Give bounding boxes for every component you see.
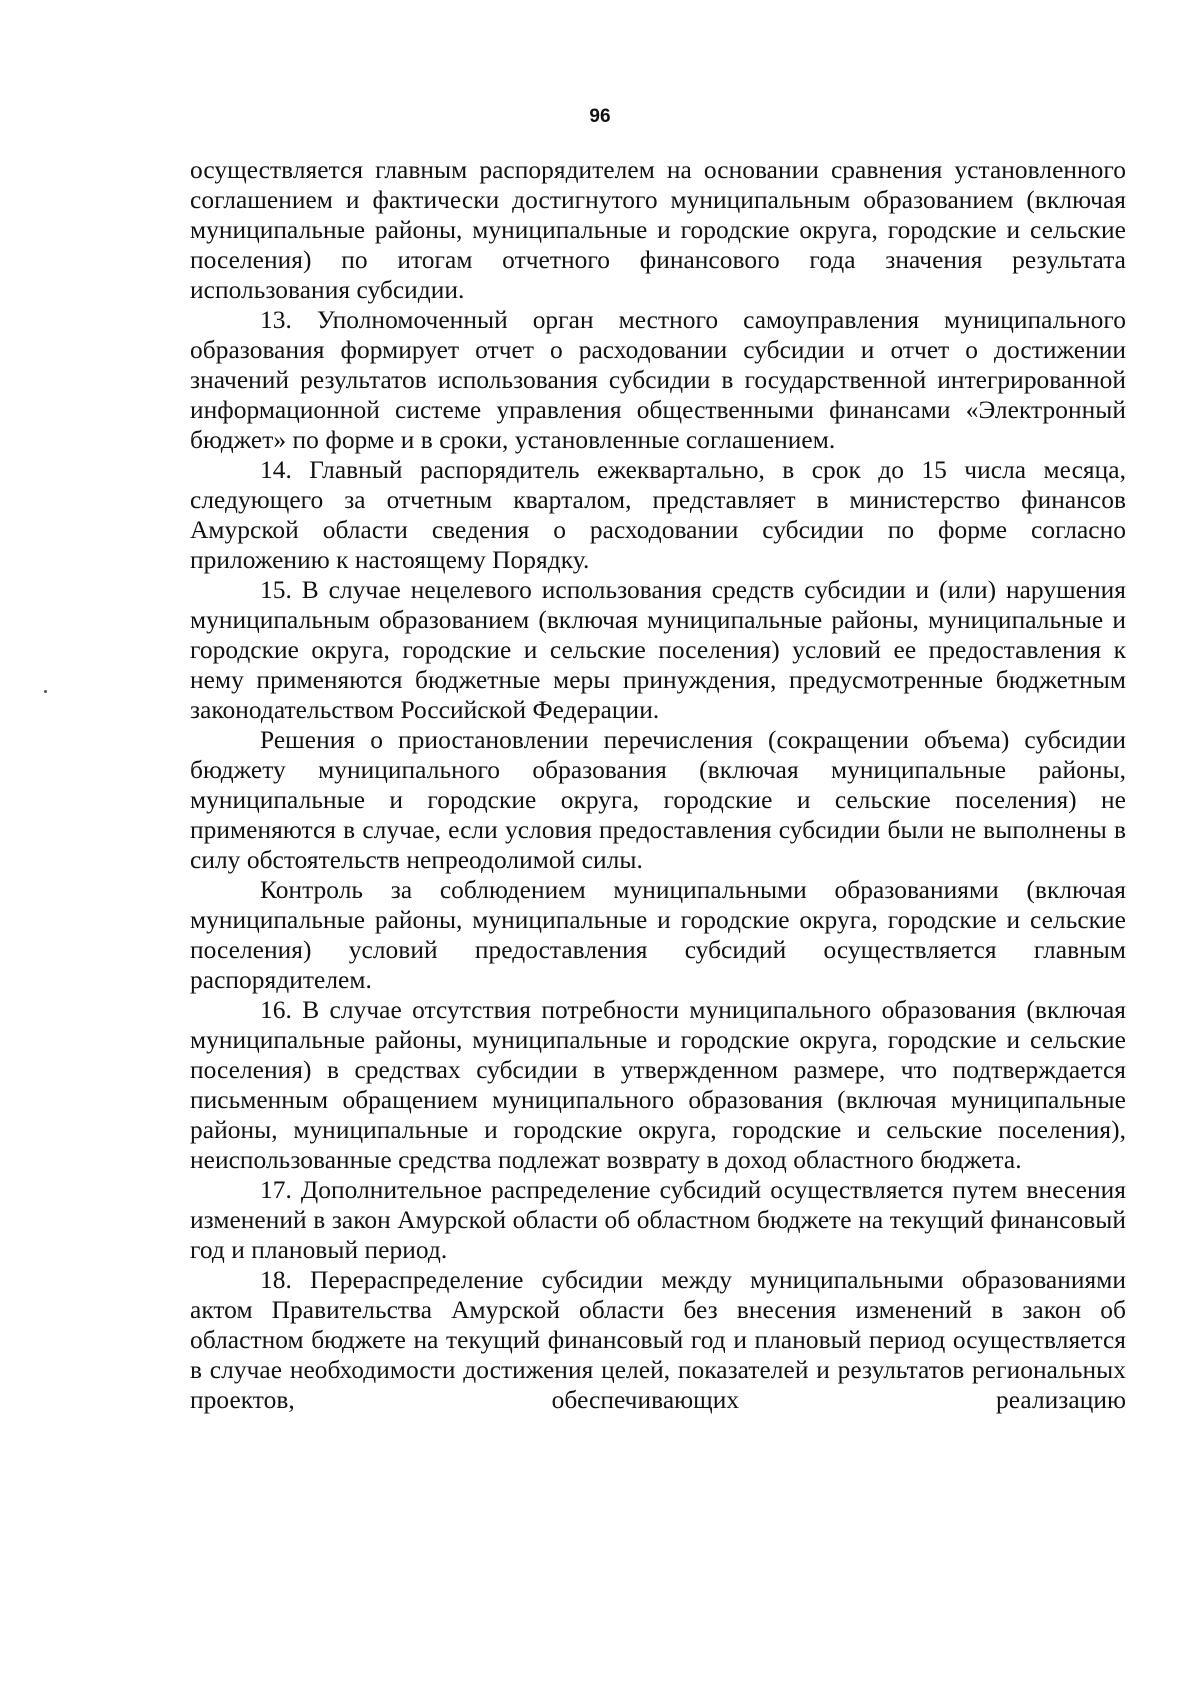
paragraph-14: 14. Главный распорядитель ежеквартально, в срок до 15 числа месяца, следующего за отчетным кварталом, представляет в министерство финансов Амурской области сведения о расходовании субсидии по форме согласно приложению к настоящему Порядку.	[190, 456, 1126, 574]
paragraph-15: 15. В случае нецелевого использования средств субсидии и (или) нарушения муниципальным образованием (включая муниципальные районы, муниципальные и городские округа, городские и сельские поселения) условий ее предоставления к нему применяются бюджетные меры принуждения, предусмотренные бюджетным законодательством Российской Федерации.	[190, 576, 1126, 724]
paragraph-17: 17. Дополнительное распределение субсидий осуществляется путем внесения изменений в закон Амурской области об областном бюджете на текущий финансовый год и плановый период.	[190, 1176, 1126, 1264]
document-body	[190, 155, 1126, 1415]
paragraph-15-control: Контроль за соблюдением муниципальными образованиями (включая муниципальные районы, муниципальные и городские округа, городские и сельские поселения) условий предоставления субсидий осуществляется главным распорядителем.	[190, 876, 1126, 994]
scan-speck	[44, 690, 47, 693]
paragraph-16: 16. В случае отсутствия потребности муниципального образования (включая муниципальные районы, муниципальные и городские округа, городские и сельские поселения) в средствах субсидии в утвержденном размере, что подтверждается письменным обращением муниципального образования (включая муниципальные районы, муниципальные и городские округа, городские и сельские поселения), неиспользованные средства подлежат возврату в доход областного бюджета.	[190, 996, 1126, 1174]
paragraph-continuation: осуществляется главным распорядителем на основании сравнения установленного соглашением и фактически достигнутого муниципальным образованием (включая муниципальные районы, муниципальные и городские округа, городские и сельские поселения) по итогам отчетного финансового года значения результата использования субсидии.	[190, 156, 1126, 304]
paragraph-13: 13. Уполномоченный орган местного самоуправления муниципального образования формирует отчет о расходовании субсидии и отчет о достижении значений результатов использования субсидии в государственной интегрированной информационной системе управления общественными финансами «Электронный бюджет» по форме и в сроки, установленные соглашением.	[190, 306, 1126, 454]
paragraph-18: 18. Перераспределение субсидии между муниципальными образованиями актом Правительства Амурской области без внесения изменений в закон об областном бюджете на текущий финансовый год и плановый период осуществляется в случае необходимости достижения целей, показателей и результатов региональных проектов, обеспечивающих реализацию	[190, 1266, 1126, 1414]
paragraph-15-suspension: Решения о приостановлении перечисления (сокращении объема) субсидии бюджету муниципального образования (включая муниципальные районы, муниципальные и городские округа, городские и сельские поселения) не применяются в случае, если условия предоставления субсидии были не выполнены в силу обстоятельств непреодолимой силы.	[190, 726, 1126, 874]
page-number: 96	[589, 106, 611, 127]
